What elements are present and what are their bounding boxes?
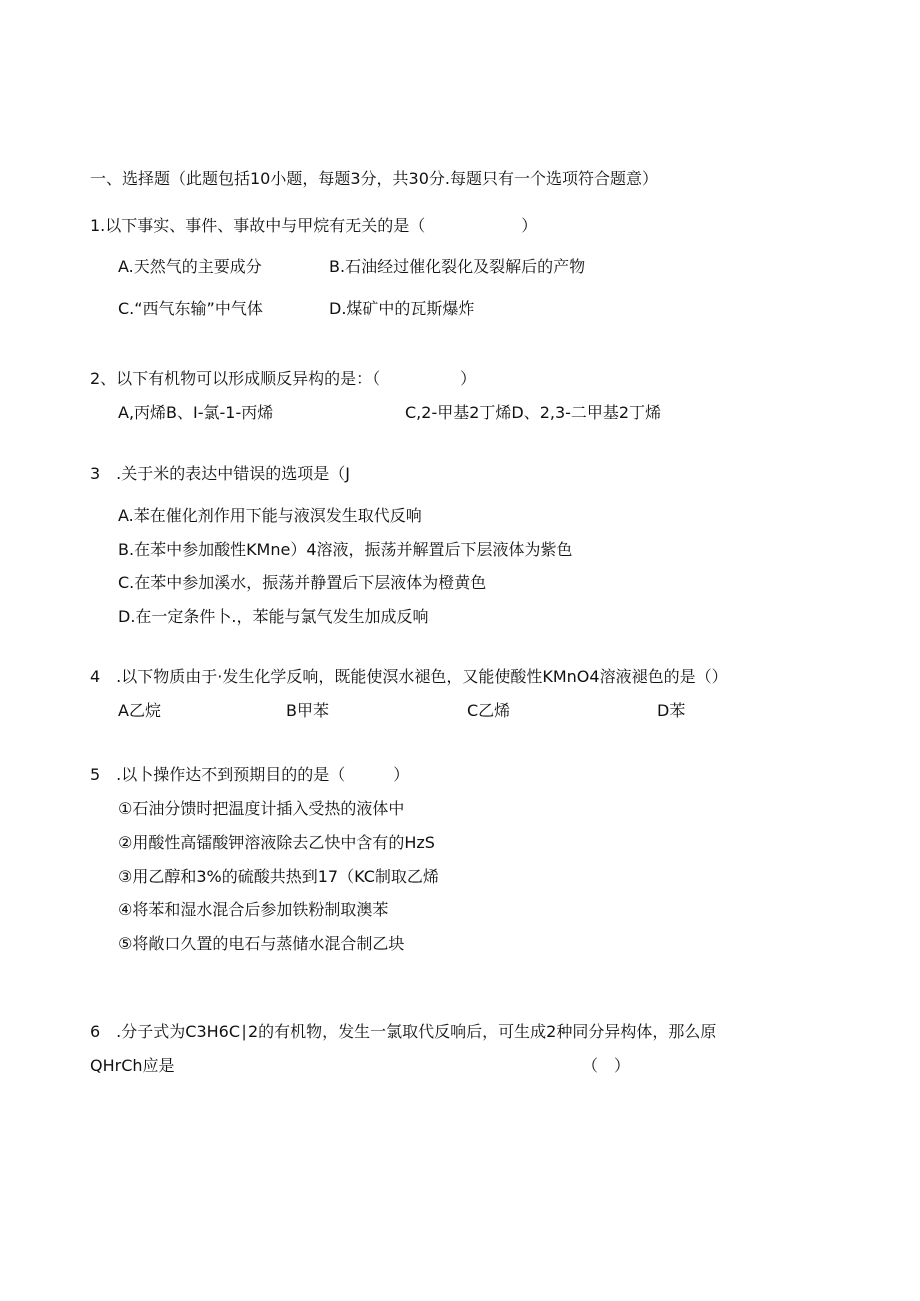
question-1-stem: 1.以下事实、事件、事故中与甲烷有无关的是（ ） [90,216,538,235]
question-2-stem: 2、以下有机物可以形成顺反异构的是：（ ） [90,369,477,388]
question-1-option-a: A.天然气的主要成分 [118,257,262,276]
question-5-item-4: ④将苯和湿水混合后参加铁粉制取澳苯 [118,900,389,919]
question-5-item-1: ①石油分馈时把温度计插入受热的液体中 [118,799,405,818]
question-4-option-c: C乙烯 [467,701,511,720]
question-1-option-c: C.“西气东输”中气体 [118,299,263,318]
question-2-option-ab: A,丙烯B、I-氯-1-丙烯 [118,403,274,422]
question-4-option-a: A乙烷 [118,701,161,720]
question-5-item-5: ⑤将敞口久置的电石与蒸储水混合制乙块 [118,934,405,953]
question-4-option-b: B甲苯 [286,701,329,720]
section-title: 一、选择题（此题包括10小题，每题3分，共30分.每题只有一个选项符合题意） [90,169,658,188]
question-3-option-b: B.在苯中参加酸性KMne）4溶液，振荡并解置后下层液体为紫色 [118,540,573,559]
question-3-option-d: D.在一定条件卜.，苯能与氯气发生加成反响 [118,607,429,626]
question-3-option-a: A.苯在催化剂作用下能与液溟发生取代反响 [118,506,422,525]
question-2-option-cd: C,2-甲基2丁烯D、2,3-二甲基2丁烯 [405,403,662,422]
question-1-option-d: D.煤矿中的瓦斯爆炸 [329,299,475,318]
question-5-item-3: ③用乙醇和3%的硫酸共热到17（KC制取乙烯 [118,867,439,886]
question-5-stem: 5 .以卜操作达不到预期目的的是（ ） [90,765,410,784]
question-1-option-b: B.石油经过催化裂化及裂解后的产物 [329,257,586,276]
question-6-stem: 6 .分子式为C3H6C∣2的有机物，发生一氯取代反响后，可生成2种同分异构体，那么原 [90,1022,717,1041]
question-3-option-c: C.在苯中参加溪水，振荡并静置后下层液体为橙黄色 [118,573,487,592]
question-3-stem: 3 .关于米的表达中错误的选项是（J [90,464,350,483]
question-4-option-d: D苯 [657,701,686,720]
question-6-answer-blank: （ ） [582,1056,631,1075]
question-6-stem-continued: QHrCh应是 [90,1056,175,1075]
question-4-stem: 4 .以下物质由于·发生化学反响，既能使溟水褪色，又能使酸性KMnO4溶液褪色的是（） [90,667,728,686]
question-5-item-2: ②用酸性高镭酸钾溶液除去乙快中含有的HzS [118,833,435,852]
